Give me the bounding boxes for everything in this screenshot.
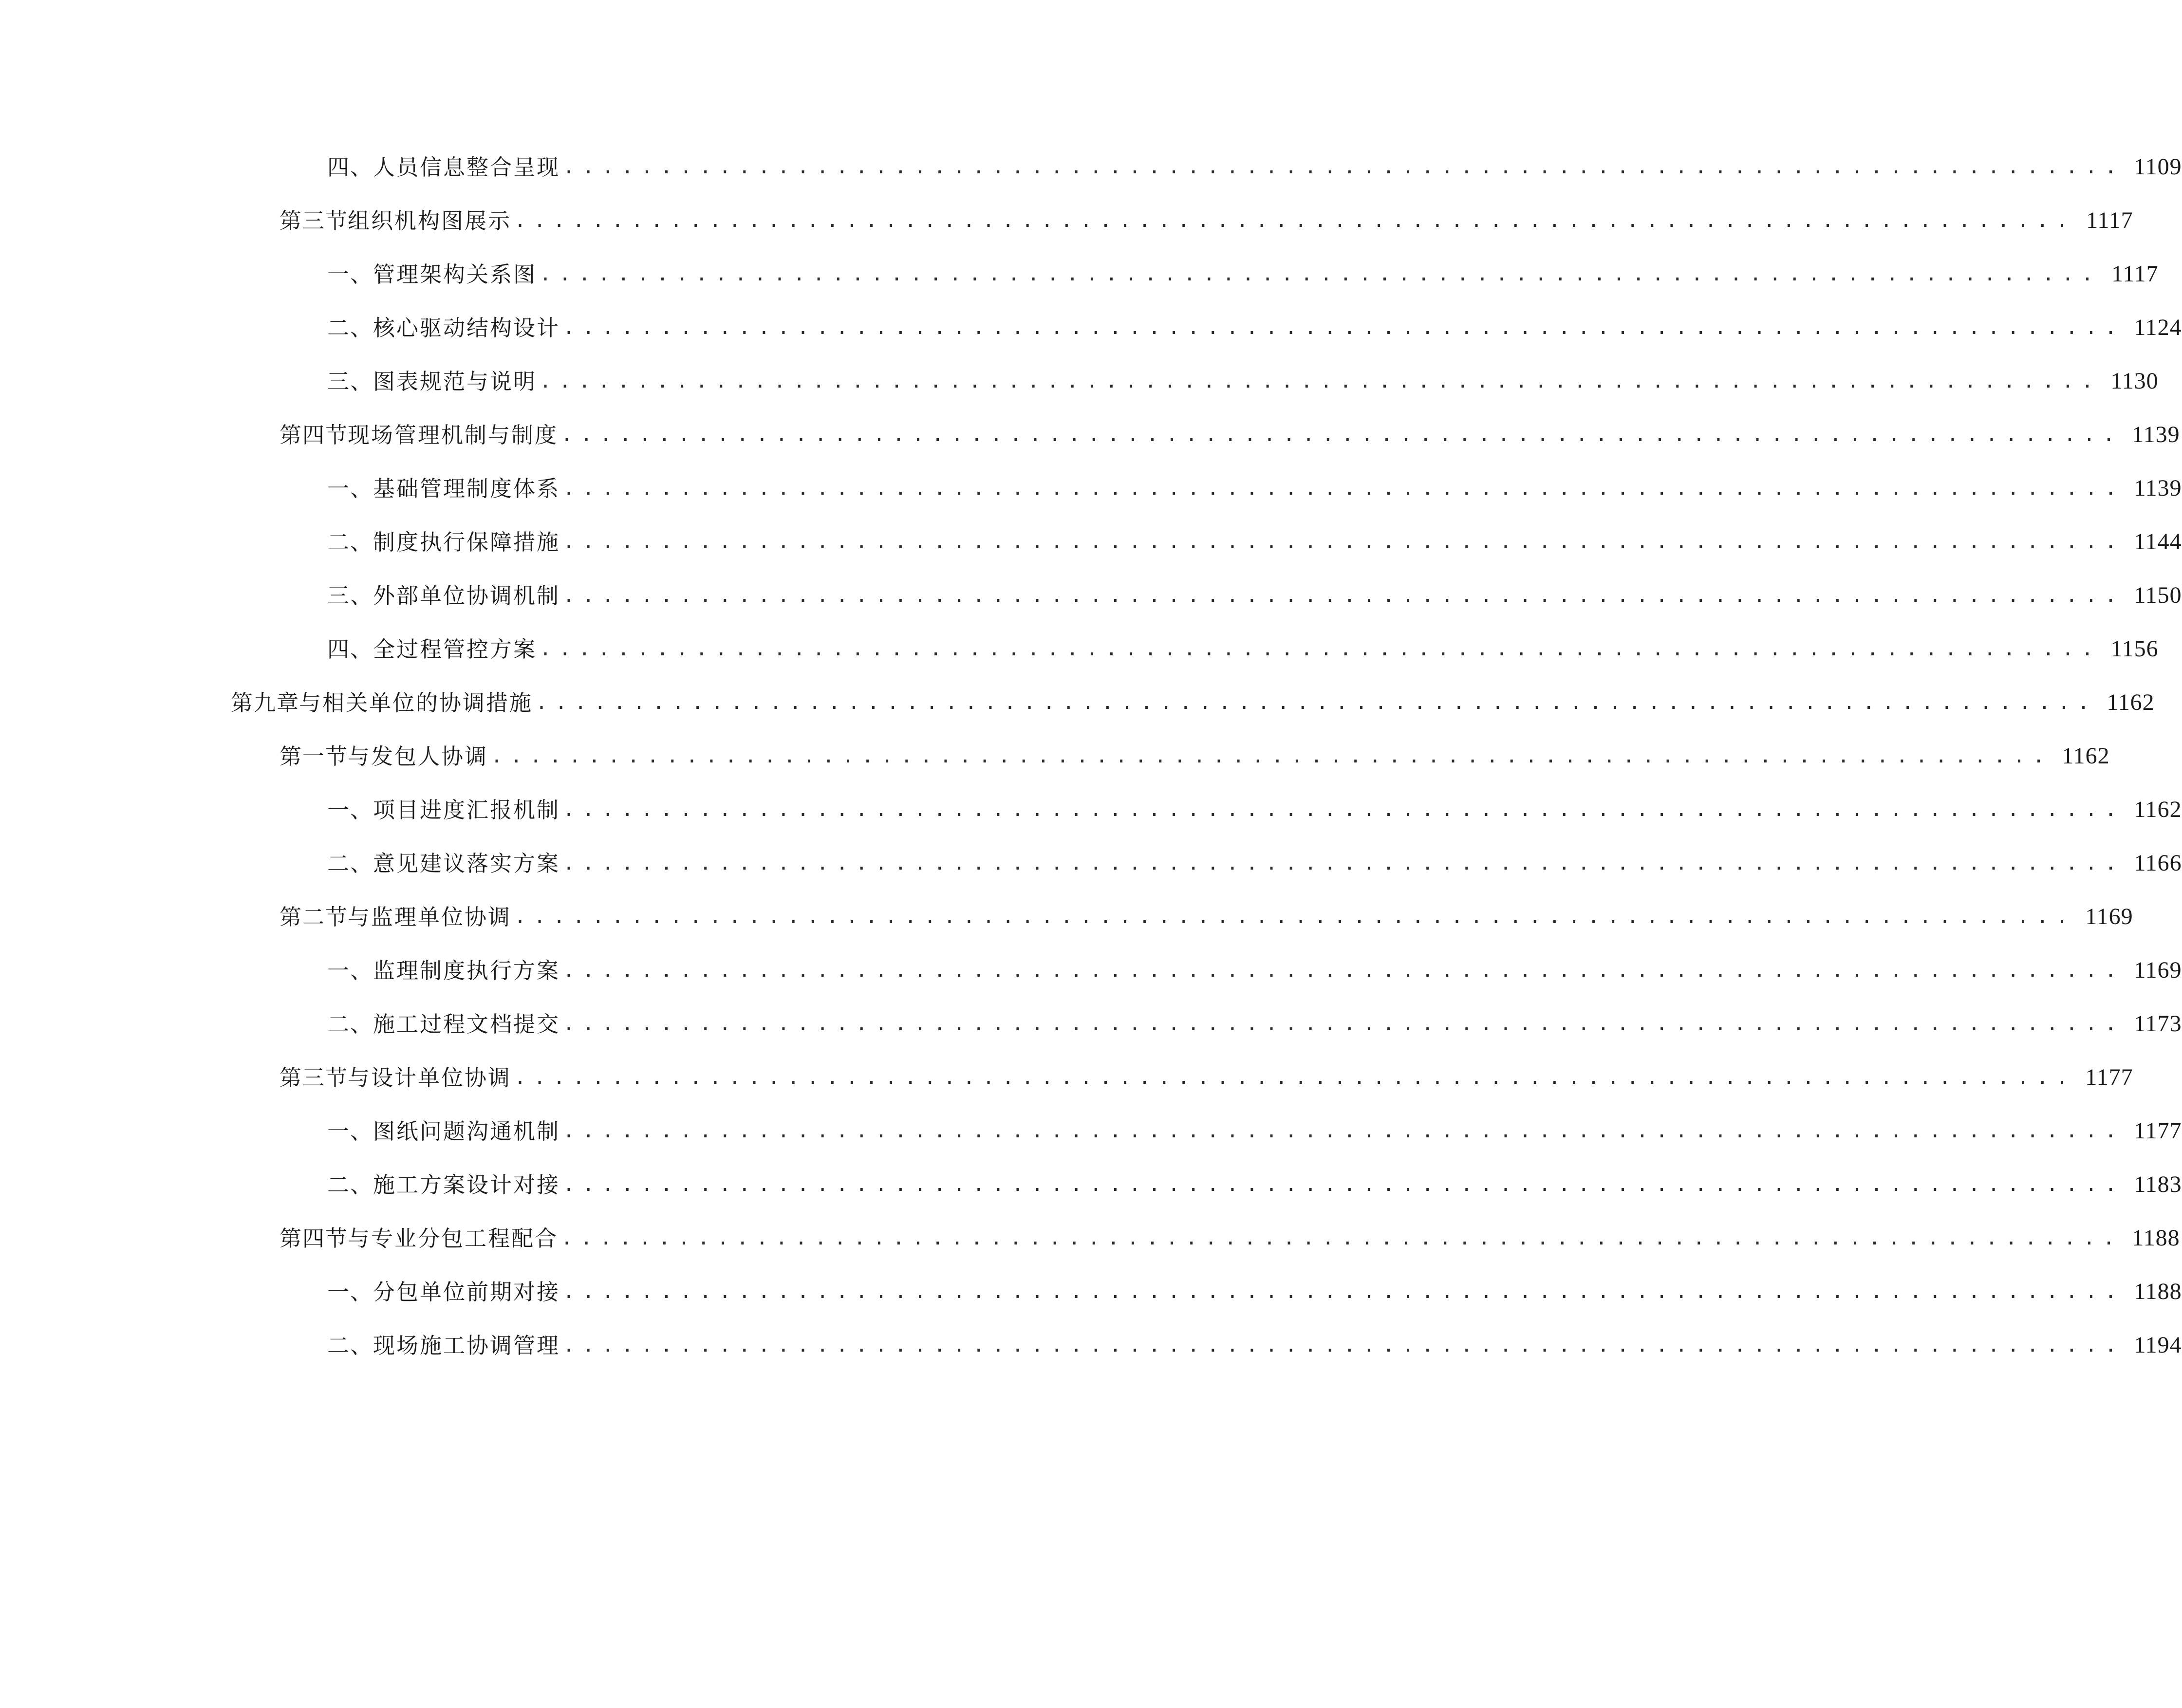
dot-leader: ................................................................................: [540, 263, 2101, 285]
dot-leader: ................................................................................: [561, 424, 2123, 446]
toc-entry[interactable]: [0, 890, 2133, 944]
dot-leader: ................................................................................: [563, 1334, 2125, 1356]
toc-entry[interactable]: [0, 622, 2159, 676]
toc-entry[interactable]: [0, 1158, 2182, 1211]
toc-entry-number: 一、: [327, 475, 373, 501]
toc-entry-page: 1117: [2086, 207, 2133, 233]
toc-entry-page: 1177: [2085, 1064, 2133, 1090]
toc-entry-title: 施工方案设计对接: [373, 1171, 560, 1198]
toc-entry-title: 管理架构关系图: [373, 261, 537, 287]
toc-entry-title: 与相关单位的协调措施: [299, 689, 533, 716]
toc-entry-page: 1169: [2085, 904, 2133, 929]
toc-entry-title: 与发包人协调: [348, 743, 488, 769]
toc-entry-number: 第一节: [280, 743, 349, 769]
toc-entry-title: 核心驱动结构设计: [373, 315, 560, 341]
toc-entry-title: 施工过程文档提交: [373, 1011, 560, 1037]
toc-entry-page: 1162: [2107, 689, 2155, 715]
dot-leader: ................................................................................: [563, 1173, 2125, 1196]
toc-entry-page: 1183: [2134, 1171, 2182, 1197]
dot-leader: ................................................................................: [563, 477, 2125, 500]
toc-entry-title: 制度执行保障措施: [373, 529, 560, 555]
dot-leader: ................................................................................: [563, 156, 2125, 178]
toc-entry[interactable]: [0, 836, 2182, 890]
toc-entry[interactable]: [0, 1265, 2182, 1318]
dot-leader: ................................................................................: [491, 745, 2052, 767]
toc-entry[interactable]: [0, 462, 2182, 515]
dot-leader: ................................................................................: [536, 691, 2097, 714]
table-of-contents: [0, 140, 2182, 1372]
toc-entry-title: 监理制度执行方案: [373, 957, 560, 984]
toc-entry-title: 与监理单位协调: [348, 904, 512, 930]
toc-entry-page: 1109: [2134, 154, 2182, 180]
toc-entry-title: 与设计单位协调: [348, 1064, 512, 1091]
toc-entry-title: 项目进度汇报机制: [373, 797, 560, 823]
toc-entry-page: 1139: [2132, 422, 2180, 447]
toc-entry-title: 人员信息整合呈现: [373, 154, 560, 180]
toc-entry-title: 基础管理制度体系: [373, 475, 560, 501]
dot-leader: ................................................................................: [561, 1227, 2123, 1249]
toc-entry-page: 1194: [2134, 1332, 2182, 1358]
toc-entry-page: 1144: [2134, 529, 2182, 555]
toc-entry-page: 1130: [2110, 368, 2159, 394]
toc-entry-page: 1139: [2134, 475, 2182, 501]
toc-entry-number: 一、: [327, 1279, 373, 1305]
dot-leader: ................................................................................: [514, 209, 2076, 232]
dot-leader: ................................................................................: [563, 1013, 2125, 1035]
toc-entry[interactable]: [0, 194, 2133, 247]
toc-entry[interactable]: [0, 247, 2159, 301]
dot-leader: ................................................................................: [514, 906, 2076, 928]
dot-leader: ................................................................................: [514, 1066, 2076, 1089]
dot-leader: ................................................................................: [540, 638, 2101, 660]
toc-entry[interactable]: [0, 408, 2180, 462]
toc-entry-chapter[interactable]: [0, 676, 2155, 729]
toc-entry-number: 二、: [327, 850, 373, 876]
toc-entry[interactable]: [0, 783, 2182, 836]
toc-entry[interactable]: [0, 301, 2182, 354]
toc-entry[interactable]: [0, 1104, 2182, 1158]
toc-entry-number: 二、: [327, 1171, 373, 1198]
toc-entry-number: 一、: [327, 957, 373, 984]
toc-entry-title: 意见建议落实方案: [373, 850, 560, 876]
toc-entry-page: 1173: [2134, 1011, 2182, 1037]
dot-leader: ................................................................................: [563, 1120, 2125, 1142]
toc-entry-title: 图纸问题沟通机制: [373, 1118, 560, 1144]
dot-leader: ................................................................................: [563, 531, 2125, 553]
toc-entry-number: 二、: [327, 529, 373, 555]
toc-entry[interactable]: [0, 944, 2182, 997]
dot-leader: ................................................................................: [563, 584, 2125, 607]
toc-entry-number: 四、: [327, 636, 373, 662]
toc-entry-number: 二、: [327, 315, 373, 341]
toc-entry[interactable]: [0, 569, 2182, 622]
toc-entry-page: 1169: [2134, 957, 2182, 983]
toc-entry-page: 1162: [2134, 797, 2182, 822]
toc-entry-page: 1124: [2134, 315, 2182, 340]
toc-entry-title: 现场管理机制与制度: [348, 422, 559, 448]
toc-entry-number: 二、: [327, 1011, 373, 1037]
toc-entry-number: 二、: [327, 1332, 373, 1358]
toc-entry-number: 一、: [327, 1118, 373, 1144]
dot-leader: ................................................................................: [563, 798, 2125, 821]
toc-entry[interactable]: [0, 1318, 2182, 1372]
toc-entry-number: 三、: [327, 582, 373, 609]
toc-entry[interactable]: [0, 1211, 2180, 1265]
toc-entry-title: 组织机构图展示: [348, 207, 512, 234]
toc-entry-number: 第三节: [280, 1064, 349, 1091]
toc-entry[interactable]: [0, 354, 2159, 408]
toc-entry-page: 1150: [2134, 582, 2182, 608]
toc-entry-page: 1162: [2062, 743, 2110, 769]
dot-leader: ................................................................................: [563, 316, 2125, 339]
toc-entry[interactable]: [0, 1051, 2133, 1104]
toc-entry-page: 1188: [2132, 1225, 2180, 1251]
toc-entry-page: 1156: [2110, 636, 2159, 662]
toc-entry-number: 第二节: [280, 904, 349, 930]
toc-entry[interactable]: [0, 140, 2182, 194]
toc-entry-title: 现场施工协调管理: [373, 1332, 560, 1358]
toc-entry-number: 第四节: [280, 422, 349, 448]
toc-entry-title: 图表规范与说明: [373, 368, 537, 394]
toc-entry[interactable]: [0, 729, 2110, 783]
dot-leader: ................................................................................: [563, 852, 2125, 874]
toc-entry-number: 一、: [327, 797, 373, 823]
toc-entry-page: 1188: [2134, 1279, 2182, 1304]
toc-entry-number: 第四节: [280, 1225, 349, 1251]
toc-entry-number: 第三节: [280, 207, 349, 234]
toc-entry-page: 1166: [2134, 850, 2182, 876]
dot-leader: ................................................................................: [563, 959, 2125, 982]
toc-entry-number: 三、: [327, 368, 373, 394]
toc-entry-page: 1117: [2111, 261, 2159, 287]
toc-entry-page: 1177: [2134, 1118, 2182, 1144]
toc-entry-title: 分包单位前期对接: [373, 1279, 560, 1305]
dot-leader: ................................................................................: [540, 370, 2101, 392]
toc-entry-title: 与专业分包工程配合: [348, 1225, 559, 1251]
toc-entry-number: 四、: [327, 154, 373, 180]
toc-entry[interactable]: [0, 515, 2182, 569]
dot-leader: ................................................................................: [563, 1281, 2125, 1303]
toc-entry[interactable]: [0, 997, 2182, 1051]
toc-entry-number: 第九章: [231, 689, 300, 716]
toc-entry-title: 全过程管控方案: [373, 636, 537, 662]
toc-entry-title: 外部单位协调机制: [373, 582, 560, 609]
toc-entry-number: 一、: [327, 261, 373, 287]
